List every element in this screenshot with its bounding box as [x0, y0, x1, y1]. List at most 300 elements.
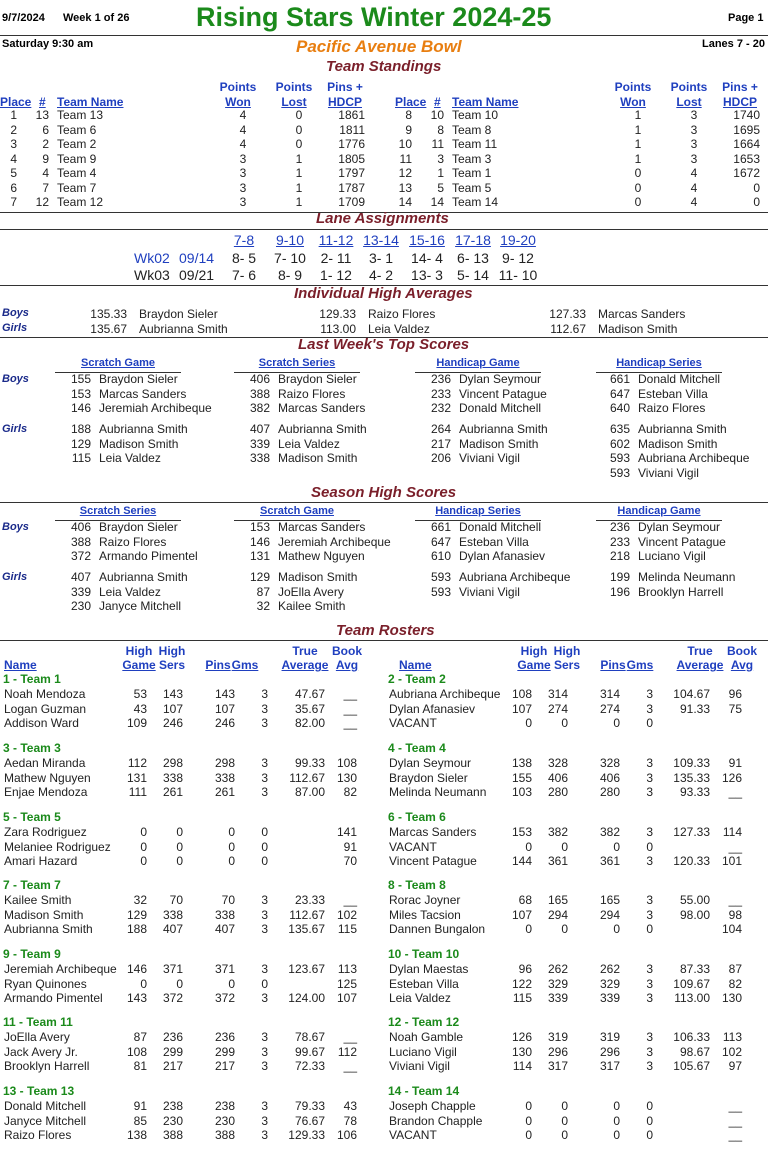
- roster-book-average: 101: [721, 854, 742, 868]
- lwts-bowler-name: Braydon Sieler: [278, 372, 357, 386]
- shs-score: 146: [249, 534, 270, 549]
- shs-bowler-name: Janyce Mitchell: [99, 599, 182, 613]
- roster-games: 3: [261, 1128, 268, 1142]
- lane-matchup: 9- 12: [502, 250, 534, 266]
- roster-pins: 0: [613, 839, 620, 854]
- roster-pins: 338: [214, 770, 235, 785]
- roster-team-title: 14 - Team 14: [388, 1084, 460, 1098]
- roster-games: 0: [261, 976, 268, 991]
- roster-true-average: 93.33: [679, 785, 710, 799]
- standings-points-won: 0: [634, 195, 642, 209]
- roster-games: 3: [261, 701, 268, 716]
- roster-header-games: Gms: [626, 658, 654, 672]
- roster-high-game: 0: [525, 716, 532, 730]
- roster-high-game: 143: [126, 991, 147, 1005]
- roster-true-average: 72.33: [294, 1059, 325, 1073]
- shs-column-header: Scratch Series: [79, 505, 157, 517]
- roster-player-name: Miles Tacsion: [389, 907, 461, 922]
- roster-high-game: 131: [126, 770, 147, 785]
- roster-true-average: 76.67: [294, 1113, 325, 1128]
- lwts-title: Last Week's Top Scores: [298, 336, 470, 353]
- roster-games: 3: [261, 1030, 268, 1044]
- roster-player-name: Zara Rodriguez: [4, 825, 87, 839]
- standings-pins-hdcp: 1653: [733, 151, 760, 166]
- lwts-bowler-name: Viviani Vigil: [638, 465, 699, 480]
- roster-high-game: 68: [518, 893, 532, 907]
- iha-bowler-name: Madison Smith: [598, 322, 678, 336]
- roster-high-series: 143: [162, 687, 183, 701]
- roster-player-name: Jeremiah Archibeque: [4, 962, 117, 976]
- roster-true-average: 135.67: [288, 922, 325, 936]
- roster-games: 3: [261, 991, 268, 1005]
- roster-high-game: 53: [133, 687, 147, 701]
- roster-true-average: 99.67: [294, 1044, 325, 1059]
- shs-bowler-name: Armando Pimentel: [99, 549, 198, 563]
- shs-title: Season High Scores: [311, 484, 457, 501]
- standings-points-won: 1: [634, 151, 642, 166]
- roster-high-game: 130: [511, 1044, 532, 1059]
- roster-book-average: 96: [728, 687, 742, 701]
- roster-book-average: 125: [336, 976, 357, 991]
- roster-high-series: 236: [162, 1030, 183, 1044]
- roster-high-game: 112: [127, 756, 147, 770]
- roster-games: 3: [261, 687, 268, 701]
- lwts-score: 232: [430, 401, 451, 415]
- roster-pins: 298: [214, 756, 235, 770]
- roster-player-name: JoElla Avery: [4, 1030, 70, 1044]
- shs-score: 407: [70, 570, 91, 584]
- standings-team-number: 2: [42, 137, 49, 151]
- standings-points-won: 3: [239, 180, 247, 195]
- standings-header-points-won: Points: [219, 80, 257, 94]
- roster-high-series: 274: [547, 701, 568, 716]
- roster-book-average: 114: [722, 825, 742, 839]
- roster-pins: 0: [228, 854, 235, 868]
- shs-bowler-name: Kailee Smith: [278, 599, 346, 613]
- roster-book-average: 43: [343, 1099, 357, 1113]
- roster-true-average: 79.33: [294, 1099, 325, 1113]
- day-time: Saturday 9:30 am: [2, 38, 94, 50]
- shs-bowler-name: Braydon Sieler: [99, 520, 178, 534]
- roster-high-series: 230: [162, 1113, 183, 1128]
- standings-points-lost: 4: [690, 195, 698, 209]
- roster-team-title: 4 - Team 4: [388, 741, 446, 755]
- roster-book-average: 102: [721, 1044, 742, 1059]
- lwts-girls-label: Girls: [2, 423, 28, 435]
- roster-high-series: 388: [162, 1128, 183, 1142]
- standings-team-name: Team 10: [452, 108, 499, 122]
- roster-pins: 0: [228, 825, 235, 839]
- standings-team-number: 4: [42, 166, 49, 180]
- roster-high-game: 96: [518, 962, 532, 976]
- roster-high-game: 0: [140, 825, 147, 839]
- standings-team-number: 13: [35, 108, 49, 122]
- roster-high-series: 0: [561, 1099, 568, 1113]
- standings-place: 12: [398, 166, 412, 180]
- lane-matchup: 7- 10: [274, 250, 306, 266]
- shs-score: 218: [609, 549, 630, 563]
- header-divider: [0, 35, 768, 36]
- roster-high-game: 109: [126, 716, 147, 730]
- roster-book-average: 98: [728, 907, 742, 922]
- shs-boys-label: Boys: [2, 521, 29, 533]
- shs-bowler-name: Marcas Sanders: [278, 520, 366, 534]
- roster-high-game: 0: [140, 839, 147, 854]
- standings-team-name: Team 6: [57, 122, 97, 137]
- roster-true-average: 91.33: [679, 701, 710, 716]
- shs-girls-label: Girls: [2, 571, 28, 583]
- roster-team-title: 3 - Team 3: [3, 741, 61, 755]
- standings-team-name: Team 14: [452, 195, 499, 209]
- standings-pins-hdcp: 1709: [338, 195, 365, 209]
- roster-book-average: 115: [337, 922, 357, 936]
- standings-header-place: Place: [0, 95, 32, 109]
- roster-player-name: Leia Valdez: [389, 991, 451, 1005]
- lwts-column-header: Scratch Series: [258, 357, 336, 369]
- roster-games: 3: [646, 756, 653, 770]
- shs-score: 32: [256, 599, 270, 613]
- roster-games: 0: [261, 825, 268, 839]
- lwts-bowler-name: Leia Valdez: [99, 451, 161, 465]
- roster-high-game: 155: [511, 770, 532, 785]
- roster-book-average: 113: [337, 962, 357, 976]
- roster-pins: 372: [214, 991, 235, 1005]
- roster-player-name: Dylan Afanasiev: [389, 701, 476, 716]
- roster-games: 3: [261, 756, 268, 770]
- roster-pins: 230: [214, 1113, 235, 1128]
- roster-true-average: 106.33: [673, 1030, 710, 1044]
- roster-team-title: 8 - Team 8: [388, 878, 446, 892]
- roster-pins: 314: [599, 687, 620, 701]
- roster-pins: 107: [214, 701, 235, 716]
- iha-bowler-name: Leia Valdez: [368, 322, 430, 336]
- roster-book-average: 70: [343, 854, 357, 868]
- roster-high-game: 115: [512, 991, 532, 1005]
- roster-high-game: 91: [133, 1099, 147, 1113]
- roster-book-average: 104: [721, 922, 742, 936]
- shs-score: 236: [609, 520, 630, 534]
- roster-header-pins: Pins: [600, 658, 626, 672]
- roster-team-title: 2 - Team 2: [388, 672, 446, 686]
- roster-games: 3: [646, 893, 653, 907]
- lane-pair-header: 17-18: [455, 232, 491, 248]
- roster-high-game: 108: [511, 687, 532, 701]
- roster-high-series: 0: [561, 1128, 568, 1142]
- standings-place: 10: [398, 137, 412, 151]
- roster-high-game: 43: [133, 701, 147, 716]
- roster-pins: 70: [221, 893, 235, 907]
- roster-pins: 407: [214, 922, 235, 936]
- roster-high-series: 407: [162, 922, 183, 936]
- roster-pins: 299: [214, 1044, 235, 1059]
- roster-player-name: Dannen Bungalon: [389, 922, 486, 936]
- standings-team-name: Team 5: [452, 180, 492, 195]
- roster-games: 3: [261, 962, 268, 976]
- roster-high-game: 0: [525, 922, 532, 936]
- roster-pins: 328: [599, 756, 620, 770]
- lane-week-date: 09/14: [179, 250, 215, 266]
- roster-games: 3: [646, 854, 653, 868]
- roster-high-series: 238: [162, 1099, 183, 1113]
- standings-header-points-lost: Points: [275, 80, 313, 94]
- roster-pins: 0: [613, 1128, 620, 1142]
- roster-games: 0: [646, 1113, 653, 1128]
- roster-player-name: VACANT: [389, 716, 437, 730]
- standings-header-points-won: Won: [620, 95, 646, 109]
- roster-team-title: 6 - Team 6: [388, 810, 446, 824]
- iha-bowler-name: Braydon Sieler: [139, 307, 218, 321]
- roster-player-name: Raizo Flores: [4, 1128, 72, 1142]
- lwts-bowler-name: Madison Smith: [278, 451, 358, 465]
- roster-player-name: Aubrianna Smith: [4, 922, 93, 936]
- lwts-bowler-name: Madison Smith: [638, 436, 718, 451]
- lanes-title: Lane Assignments: [316, 210, 449, 227]
- standings-header-points-won: Won: [225, 95, 251, 109]
- roster-player-name: Janyce Mitchell: [4, 1113, 87, 1128]
- roster-high-game: 0: [525, 839, 532, 854]
- roster-team-title: 10 - Team 10: [388, 947, 460, 961]
- standings-place: 9: [405, 122, 412, 137]
- roster-high-series: 317: [547, 1059, 568, 1073]
- standings-team-name: Team 3: [452, 151, 492, 166]
- standings-place: 11: [399, 151, 412, 166]
- shs-score: 647: [430, 534, 451, 549]
- roster-team-title: 7 - Team 7: [3, 878, 61, 892]
- lane-matchup: 8- 5: [231, 250, 257, 266]
- standings-team-number: 10: [430, 108, 444, 122]
- roster-high-game: 0: [140, 976, 147, 991]
- standings-place: 13: [398, 180, 412, 195]
- roster-header-name: Name: [4, 658, 37, 672]
- standings-pins-hdcp: 0: [753, 195, 760, 209]
- standings-points-lost: 1: [295, 151, 303, 166]
- roster-high-series: 339: [547, 991, 568, 1005]
- standings-place: 3: [10, 137, 17, 151]
- roster-player-name: Melinda Neumann: [389, 785, 487, 799]
- rosters-top-divider: [0, 640, 768, 641]
- roster-book-average: 102: [336, 907, 357, 922]
- roster-games: 3: [646, 1044, 653, 1059]
- roster-high-game: 0: [525, 1128, 532, 1142]
- lwts-score: 382: [249, 401, 270, 415]
- roster-header-book-average: Book: [332, 644, 362, 658]
- standings-team-number: 8: [437, 122, 444, 137]
- roster-book-average: __: [343, 716, 357, 730]
- lwts-score: 115: [71, 451, 91, 465]
- shs-bowler-name: Luciano Vigil: [638, 549, 706, 563]
- roster-pins: 371: [214, 962, 235, 976]
- roster-player-name: Mathew Nguyen: [4, 770, 91, 785]
- roster-book-average: 87: [728, 962, 742, 976]
- lwts-bowler-name: Jeremiah Archibeque: [99, 401, 212, 415]
- roster-book-average: 108: [336, 756, 357, 770]
- rosters-title: Team Rosters: [336, 622, 435, 639]
- standings-team-number: 3: [437, 151, 444, 166]
- roster-high-series: 361: [547, 854, 568, 868]
- standings-points-won: 4: [239, 137, 247, 151]
- lwts-score: 593: [609, 465, 630, 480]
- lwts-bowler-name: Raizo Flores: [638, 401, 706, 415]
- shs-bowler-name: Donald Mitchell: [459, 520, 542, 534]
- shs-bowler-name: Aubriana Archibeque: [459, 570, 571, 584]
- roster-high-game: 153: [511, 825, 532, 839]
- standings-place: 1: [10, 108, 17, 122]
- iha-bowler-name: Raizo Flores: [368, 307, 436, 321]
- page-number: Page 1: [728, 12, 764, 24]
- roster-high-series: 294: [547, 907, 568, 922]
- roster-pins: 165: [599, 893, 620, 907]
- roster-high-series: 0: [176, 839, 183, 854]
- roster-pins: 382: [599, 825, 620, 839]
- roster-high-game: 107: [511, 701, 532, 716]
- lwts-bowler-name: Aubrianna Smith: [278, 422, 367, 436]
- shs-bowler-name: Dylan Afanasiev: [459, 549, 546, 563]
- roster-high-series: 338: [162, 907, 183, 922]
- roster-true-average: 112.67: [289, 907, 325, 922]
- standings-header-pins-hdcp: Pins +: [327, 80, 363, 94]
- shs-column-header: Scratch Game: [260, 505, 334, 517]
- roster-high-game: 87: [133, 1030, 147, 1044]
- roster-true-average: 55.00: [679, 893, 710, 907]
- iha-girls-label: Girls: [2, 322, 28, 334]
- standings-points-lost: 3: [690, 108, 698, 122]
- standings-header-num: #: [434, 95, 441, 109]
- roster-book-average: 130: [336, 770, 357, 785]
- roster-pins: 261: [214, 785, 235, 799]
- roster-high-game: 81: [133, 1059, 147, 1073]
- roster-pins: 338: [214, 907, 235, 922]
- roster-high-game: 32: [133, 893, 147, 907]
- lane-week-label: Wk03: [134, 267, 170, 283]
- roster-high-game: 111: [128, 785, 147, 799]
- roster-book-average: 75: [728, 701, 742, 716]
- roster-games: 3: [646, 962, 653, 976]
- standings-team-number: 7: [42, 180, 49, 195]
- roster-player-name: Jack Avery Jr.: [4, 1044, 78, 1059]
- standings-points-won: 0: [634, 180, 642, 195]
- lwts-bowler-name: Marcas Sanders: [99, 386, 187, 401]
- standings-pins-hdcp: 1664: [733, 137, 760, 151]
- shs-score: 593: [430, 570, 451, 584]
- roster-book-average: __: [728, 1113, 742, 1128]
- standings-points-lost: 4: [690, 166, 698, 180]
- roster-pins: 317: [599, 1059, 620, 1073]
- standings-points-lost: 1: [295, 166, 303, 180]
- roster-player-name: Melaniee Rodriguez: [4, 839, 111, 854]
- roster-high-game: 107: [511, 907, 532, 922]
- roster-book-average: 82: [343, 785, 357, 799]
- standings-points-won: 3: [239, 151, 247, 166]
- roster-true-average: 105.67: [673, 1059, 710, 1073]
- roster-games: 3: [261, 922, 268, 936]
- roster-header-high-series: High: [553, 644, 581, 658]
- lane-matchup: 1- 12: [320, 267, 352, 283]
- lwts-score: 264: [430, 422, 451, 436]
- lane-matchup: 3- 1: [368, 250, 394, 266]
- iha-bowler-name: Aubrianna Smith: [139, 322, 228, 336]
- roster-high-game: 138: [126, 1128, 147, 1142]
- shs-bowler-name: Brooklyn Harrell: [638, 584, 724, 599]
- roster-player-name: Kailee Smith: [4, 893, 72, 907]
- shs-bowler-name: Aubrianna Smith: [99, 570, 188, 584]
- iha-bowler-name: Marcas Sanders: [598, 307, 686, 321]
- roster-player-name: Logan Guzman: [4, 701, 87, 716]
- roster-games: 3: [646, 907, 653, 922]
- roster-true-average: 124.00: [288, 991, 325, 1005]
- standings-team-number: 5: [437, 180, 444, 195]
- shs-bowler-name: Viviani Vigil: [459, 584, 520, 599]
- shs-column-header: Handicap Game: [617, 505, 701, 517]
- roster-high-game: 0: [525, 1099, 532, 1113]
- roster-team-title: 11 - Team 11: [3, 1015, 73, 1029]
- roster-games: 0: [646, 716, 653, 730]
- roster-player-name: Armando Pimentel: [4, 991, 103, 1005]
- standings-pins-hdcp: 1695: [733, 122, 760, 137]
- roster-games: 3: [646, 1030, 653, 1044]
- roster-book-average: __: [728, 1128, 742, 1142]
- roster-player-name: Vincent Patague: [389, 854, 477, 868]
- roster-player-name: Ryan Quinones: [4, 976, 87, 991]
- roster-player-name: VACANT: [389, 1128, 437, 1142]
- lwts-column-header: Handicap Series: [616, 357, 702, 369]
- lwts-bowler-name: Raizo Flores: [278, 386, 346, 401]
- standings-points-lost: 0: [295, 137, 303, 151]
- standings-pins-hdcp: 1811: [339, 122, 365, 137]
- lane-week-date: 09/21: [179, 267, 215, 283]
- standings-points-lost: 3: [690, 122, 698, 137]
- roster-player-name: Rorac Joyner: [389, 893, 461, 907]
- roster-high-series: 0: [176, 854, 183, 868]
- iha-average: 135.67: [90, 322, 127, 336]
- standings-points-won: 3: [239, 195, 247, 209]
- roster-high-series: 0: [561, 839, 568, 854]
- standings-team-number: 11: [431, 137, 444, 151]
- lwts-score: 206: [430, 451, 451, 465]
- lane-pair-header: 19-20: [500, 232, 536, 248]
- roster-player-name: Aedan Miranda: [4, 756, 86, 770]
- standings-place: 8: [405, 108, 412, 122]
- standings-place: 7: [10, 195, 17, 209]
- roster-games: 0: [646, 839, 653, 854]
- standings-pins-hdcp: 1740: [733, 108, 760, 122]
- roster-true-average: 112.67: [289, 770, 325, 785]
- roster-true-average: 47.67: [294, 687, 325, 701]
- roster-pins: 0: [613, 1113, 620, 1128]
- standings-header-points-lost: Points: [670, 80, 708, 94]
- standings-pins-hdcp: 1776: [338, 137, 365, 151]
- iha-average: 129.33: [319, 307, 356, 321]
- roster-high-series: 107: [162, 701, 183, 716]
- standings-points-won: 4: [239, 122, 247, 137]
- shs-score: 388: [70, 534, 91, 549]
- standings-team-name: Team 8: [452, 122, 492, 137]
- standings-pins-hdcp: 1805: [338, 151, 365, 166]
- roster-true-average: 109.67: [673, 976, 710, 991]
- roster-pins: 388: [214, 1128, 235, 1142]
- lane-matchup: 13- 3: [411, 267, 443, 283]
- iha-average: 127.33: [549, 307, 586, 321]
- roster-header-true-average: Average: [281, 658, 329, 672]
- shs-score: 196: [609, 584, 630, 599]
- roster-pins: 0: [228, 839, 235, 854]
- roster-high-series: 0: [561, 922, 568, 936]
- lwts-bowler-name: Aubriana Archibeque: [638, 451, 750, 465]
- roster-book-average: 106: [336, 1128, 357, 1142]
- lwts-score: 153: [70, 386, 91, 401]
- shs-score: 131: [249, 549, 270, 563]
- roster-book-average: 91: [343, 839, 357, 854]
- lwts-bowler-name: Leia Valdez: [278, 436, 340, 451]
